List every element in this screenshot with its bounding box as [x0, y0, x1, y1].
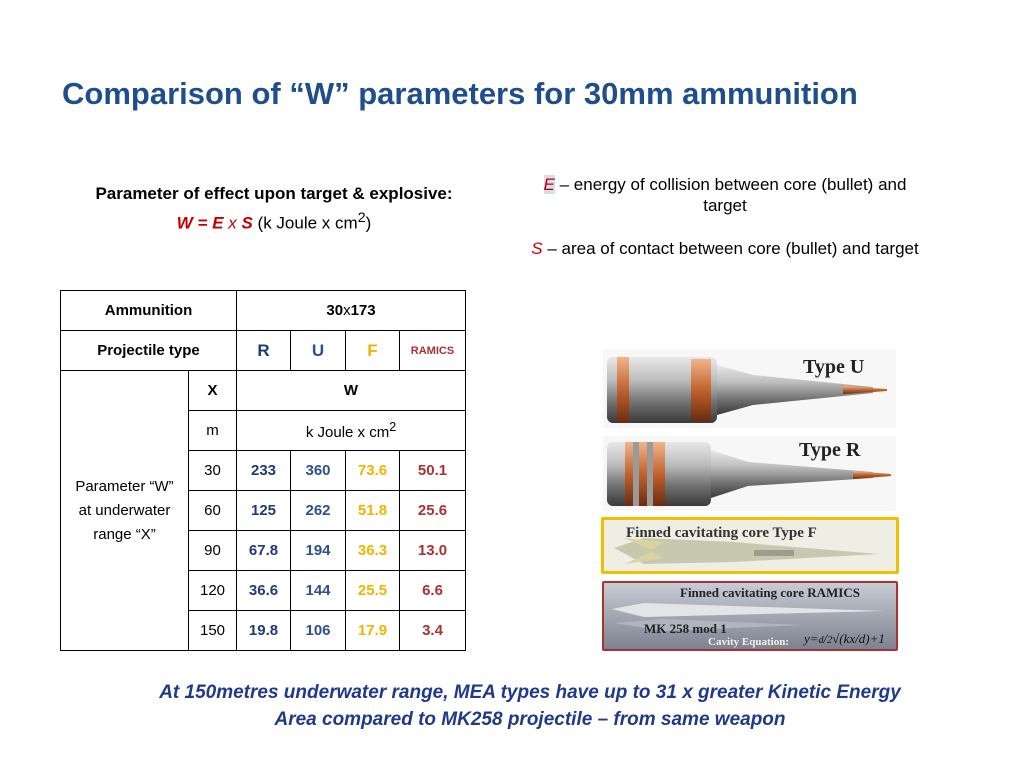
header-row [61, 371, 466, 411]
u-value: 360 [291, 451, 346, 491]
projectile-type-row [61, 331, 466, 371]
w-unit-sup: 2 [389, 420, 397, 434]
u-value: 144 [291, 571, 346, 611]
type-f-label: Finned cavitating core Type F [626, 525, 817, 541]
f-value: 73.6 [346, 451, 400, 491]
ramics-value: 50.1 [400, 451, 466, 491]
r-value: 233 [237, 451, 291, 491]
w-unit-text: k Joule x cm [305, 424, 390, 441]
ammunition-label: Ammunition [61, 291, 237, 331]
w-header: W [237, 371, 466, 411]
energy-definition [520, 174, 930, 216]
type-f-header: F [346, 331, 400, 371]
type-u-projectile-drawing [603, 349, 896, 428]
r-value: 36.6 [237, 571, 291, 611]
parameter-heading-text: Parameter of effect upon target & explosive: [95, 184, 453, 203]
formula-e: E [212, 213, 224, 233]
w-unit [237, 411, 466, 451]
type-r-projectile-image [603, 436, 896, 511]
ramics-projectile-drawing [604, 583, 896, 649]
ammunition-row [61, 291, 466, 331]
u-value: 194 [291, 531, 346, 571]
ramics-value: 6.6 [400, 571, 466, 611]
range-cell: 90 [189, 531, 237, 571]
u-value: 262 [291, 491, 346, 531]
type-u-label: Type U [803, 356, 865, 378]
range-cell: 30 [189, 451, 237, 491]
f-value: 51.8 [346, 491, 400, 531]
ammunition-value [237, 291, 466, 331]
f-value: 36.3 [346, 531, 400, 571]
ammunition-caliber: 30 [326, 302, 344, 319]
type-f-projectile-drawing [604, 520, 896, 571]
projectile-type-label: Projectile type [61, 331, 237, 371]
ramics-value: 3.4 [400, 611, 466, 651]
definitions [520, 174, 930, 259]
s-symbol: S [531, 239, 543, 258]
type-u-header: U [291, 331, 346, 371]
r-value: 125 [237, 491, 291, 531]
x-unit: m [189, 411, 237, 451]
formula-units-sup: 2 [357, 210, 366, 226]
formula-units: (k Joule x cm [252, 213, 358, 233]
type-f-projectile-image [601, 517, 899, 574]
ramics-label: Finned cavitating core RAMICS [680, 585, 860, 600]
s-text: – area of contact between core (bullet) and target [542, 239, 919, 258]
formula-x: x [223, 213, 242, 233]
type-ramics-header: RAMICS [400, 331, 466, 371]
formula-eq: = [192, 213, 213, 233]
row-group-label: Parameter “W” at underwater range “X” [61, 371, 189, 651]
footer-statement [60, 679, 1000, 733]
type-r-projectile-drawing [603, 436, 896, 511]
r-value: 67.8 [237, 531, 291, 571]
type-u-projectile-image [603, 349, 896, 428]
ramics-projectile-image [602, 581, 898, 651]
svg-text:y=d/2√(kx/d)+1: y=d/2√(kx/d)+1 [804, 631, 885, 646]
type-r-header: R [237, 331, 291, 371]
formula-units-close: ) [365, 213, 372, 233]
type-r-label: Type R [799, 439, 861, 461]
f-value: 17.9 [346, 611, 400, 651]
ammunition-length: 173 [350, 302, 376, 319]
f-value: 25.5 [346, 571, 400, 611]
formula-w: W [176, 213, 193, 233]
w-parameter-table [60, 290, 466, 651]
cavity-equation-label: Cavity Equation: [708, 636, 789, 648]
range-cell: 120 [189, 571, 237, 611]
slide-title: Comparison of “W” parameters for 30mm ammunition [62, 76, 858, 111]
ammunition-times: x [343, 302, 351, 319]
range-cell: 60 [189, 491, 237, 531]
footer-line-2: Area compared to MK258 projectile – from same weapon [274, 709, 786, 730]
mk258-label: MK 258 mod 1 [644, 621, 727, 636]
e-text: – energy of collision between core (bullet) and target [554, 175, 907, 215]
e-symbol: E [543, 175, 555, 194]
ramics-value: 25.6 [400, 491, 466, 531]
ramics-value: 13.0 [400, 531, 466, 571]
range-cell: 150 [189, 611, 237, 651]
footer-line-1: At 150metres underwater range, MEA types have up to 31 x greater Kinetic Energy [159, 682, 901, 703]
u-value: 106 [291, 611, 346, 651]
x-header: X [189, 371, 237, 411]
r-value: 19.8 [237, 611, 291, 651]
formula-s: S [241, 213, 253, 233]
area-definition [520, 238, 930, 259]
parameter-heading [40, 182, 508, 236]
w-formula [40, 206, 508, 236]
